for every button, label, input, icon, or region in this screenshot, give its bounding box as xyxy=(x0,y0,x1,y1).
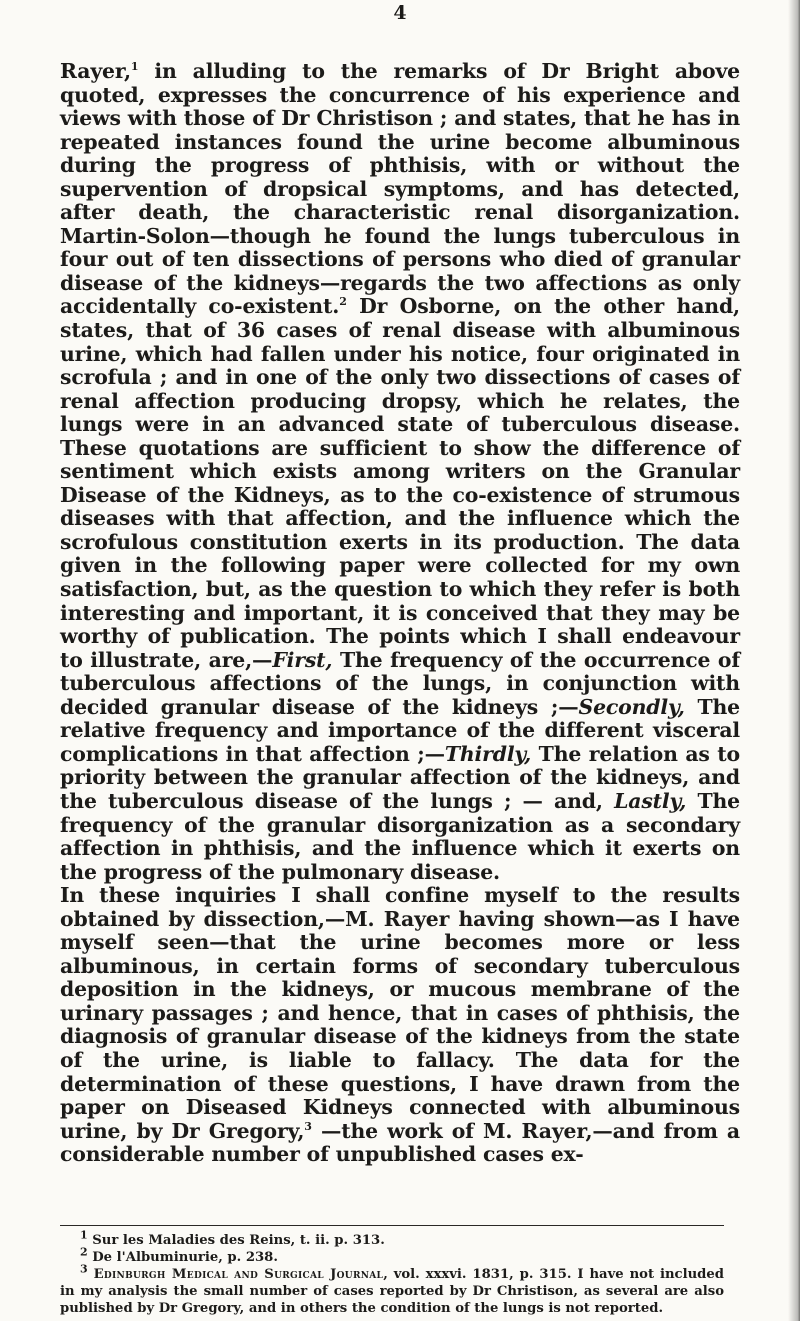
paragraph-2 xyxy=(60,884,740,1167)
footnote-mark: 2 xyxy=(80,1245,88,1259)
footnote-2 xyxy=(60,1245,724,1266)
text-run: in alluding to the remarks of Dr Bright above quoted, expresses the concurrence of his experience and views with those of Dr Christison ; and states, that he has in repeated instances found the urine become albuminous during the progress of phthisis, with or without the supervention of dropsical symptoms, and has detected, after death, the characteristic renal disorganization. Martin-Solon—though he found the lungs tuberculous in four out of ten dissections of persons who died of granular disease of the kidneys—regards the two affections as only accidentally co-existent. xyxy=(60,59,740,319)
footnote-mark: 1 xyxy=(80,1228,88,1242)
footnote-mark: 3 xyxy=(80,1262,88,1276)
footnote-reference: 3 xyxy=(304,1119,312,1133)
text-run: Dr Osborne, on the other hand, states, that of 36 cases of renal disease with albuminous urine, which had fallen under his notice, four originated in scrofula ; and in one of the only two dissections of cases of renal affection producing dropsy, which he relates, the lungs were in an advanced state of tuberculous disease. These quotations are sufficient to show the difference of sentiment which exists among writers on the Granular Disease of the Kidneys, as to the co-existence of strumous diseases with that affection, and the influence which the scrofulous constitution exerts in its production. The data given in the following paper were collected for my own satisfaction, but, as the question to which they refer is both interesting and important, it is conceived that they may be worthy of publication. The points which I shall endeavour to illustrate, are,— xyxy=(60,294,741,672)
footnote-text: Sur les Maladies des Reins, t. ii. p. 313. xyxy=(87,1233,385,1248)
footnote-divider xyxy=(60,1225,724,1226)
text-run: Rayer, xyxy=(60,59,131,83)
footnote-1 xyxy=(60,1228,724,1249)
page-edge-shadow xyxy=(788,0,800,1321)
paragraph-1 xyxy=(60,60,740,884)
footnote-reference: 2 xyxy=(339,295,347,309)
text-run: The relation as to priority between the granular affection of the kidneys, and the tuberculous disease of the lungs ; — and, xyxy=(60,741,741,813)
text-run: In these inquiries I shall confine myself to the results obtained by dissection,—M. Rayer having shown—as I have myself seen—that the urine becomes more or less albuminous, in certain forms of secondary tuberculous deposition in the kidneys, or mucous membrane of the urinary passages ; and hence, that in cases of phthisis, the diagnosis of granular disease of the kidneys from the state of the urine, is liable to fallacy. The data for the determination of these questions, I have drawn from the paper on Diseased Kidneys connected with albuminous urine, by Dr Gregory, xyxy=(60,883,740,1143)
text-run: The frequency of the granular disorganization as a secondary affection in phthisis, and the influence which it exerts on the progress of the pulmonary disease. xyxy=(60,788,740,884)
page-number: 4 xyxy=(393,2,407,24)
enumeration-word: First, xyxy=(272,647,333,672)
body-text xyxy=(60,60,740,1167)
text-run: The frequency of the occurrence of tuberculous affections of the lungs, in conjunction with decided granular disease of the kidneys ;— xyxy=(60,647,741,719)
footnotes xyxy=(60,1228,725,1317)
text-run: The relative frequency and importance of the different visceral complications in that affection ;— xyxy=(60,694,740,766)
footnote-text: De l'Albuminurie, p. 238. xyxy=(87,1250,278,1265)
enumeration-word: Thirdly, xyxy=(444,741,532,766)
journal-title: Edinburgh Medical and Surgical Journal xyxy=(93,1267,384,1282)
text-run: —the work of M. Rayer,—and from a considerable number of unpublished cases ex- xyxy=(60,1118,740,1167)
footnote-reference: 1 xyxy=(130,60,139,74)
enumeration-word: Secondly, xyxy=(578,694,685,719)
footnote-text: , vol. xxxvi. 1831, p. 315. I have not included in my analysis the small number of cases reported by Dr Christison, as several are also published by Dr Gregory, and in others the condition of the lungs is not reported. xyxy=(60,1267,725,1316)
footnote-3 xyxy=(60,1262,725,1317)
enumeration-word: Lastly, xyxy=(614,788,687,813)
